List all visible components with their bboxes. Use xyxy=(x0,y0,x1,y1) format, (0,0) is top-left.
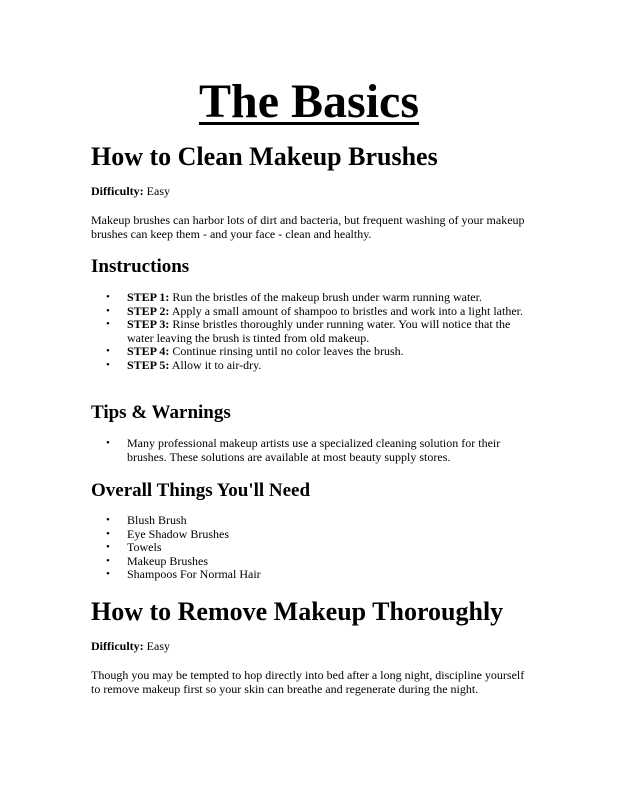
section-heading-remove-makeup: How to Remove Makeup Thoroughly xyxy=(91,597,504,626)
bullet-icon: • xyxy=(106,304,110,317)
difficulty-line xyxy=(91,639,531,653)
needs-heading: Overall Things You'll Need xyxy=(91,480,311,501)
list-item-step-4: • STEP 4: Continue rinsing until no color leaves the brush. xyxy=(106,344,404,359)
tips-heading: Tips & Warnings xyxy=(91,402,231,423)
difficulty-value: Easy xyxy=(146,639,170,653)
instructions-heading: Instructions xyxy=(91,256,190,277)
bullet-icon: • xyxy=(106,554,110,567)
bullet-icon: • xyxy=(106,514,110,526)
instructions-list xyxy=(91,291,527,373)
list-item-step-3: • STEP 3: Rinse bristles thoroughly under running water. You will notice that the water leaving the brush is tinted from old makeup. xyxy=(106,317,511,345)
difficulty-value: Easy xyxy=(146,184,170,198)
bullet-icon: • xyxy=(106,345,110,358)
difficulty-label: Difficulty: xyxy=(91,184,144,198)
list-item: • Makeup Brushes xyxy=(106,553,208,568)
bullet-icon: • xyxy=(106,318,110,331)
list-item-tip: • Many professional makeup artists use a specialized cleaning solution for their brushes. These solutions are available at most beauty supply stores. xyxy=(106,436,501,464)
difficulty-label: Difficulty: xyxy=(91,639,144,653)
list-item-step-1: • STEP 1: Run the bristles of the makeup brush under warm running water. xyxy=(106,290,482,304)
bullet-icon: • xyxy=(106,527,110,540)
bullet-icon: • xyxy=(106,541,110,554)
bullet-icon: • xyxy=(106,437,110,449)
tips-list xyxy=(91,437,527,464)
intro-paragraph: Makeup brushes can harbor lots of dirt and bacteria, but frequent washing of your makeup brushes can keep them - and your face - clean and healthy. xyxy=(91,213,525,241)
list-item: • Eye Shadow Brushes xyxy=(106,526,229,541)
needs-list xyxy=(91,514,527,582)
bullet-icon: • xyxy=(106,358,110,371)
difficulty-line xyxy=(91,184,531,198)
list-item-step-2: • STEP 2: Apply a small amount of shampoo to bristles and work into a light lather. xyxy=(106,303,523,318)
list-item: • Blush Brush xyxy=(106,513,187,527)
bullet-icon: • xyxy=(106,568,110,581)
list-item: • Towels xyxy=(106,540,162,555)
list-item-step-5: • STEP 5: Allow it to air-dry. xyxy=(106,357,262,372)
intro-paragraph: Though you may be tempted to hop directly into bed after a long night, discipline yourself to remove makeup first so your skin can breathe and regenerate during the night. xyxy=(91,668,525,696)
list-item: • Shampoos For Normal Hair xyxy=(106,567,261,582)
bullet-icon: • xyxy=(106,291,110,303)
section-heading-clean-brushes: How to Clean Makeup Brushes xyxy=(91,142,438,171)
page-title: The Basics xyxy=(198,75,420,128)
